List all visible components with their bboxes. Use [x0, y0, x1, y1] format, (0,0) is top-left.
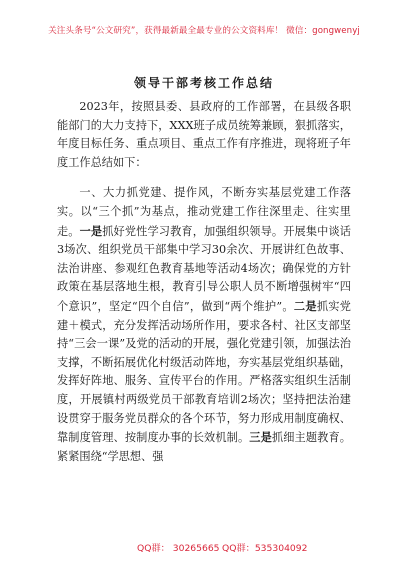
item-marker-second: 二是 [293, 298, 317, 313]
document-title: 领导干部考核工作总结 [133, 76, 274, 90]
paragraph-intro: 2023年，按照县委、县政府的工作部署，在县级各职能部门的大力支持下，XXX班子成员统筹兼顾，狠抓落实，年度目标任务、重点项目、重点工作有序推进，现将班子年度工作总结如下： [57, 100, 351, 169]
paragraph-text-2: 抓好党性学习教育，加强组织领导。开展集中谈话3场次、组织党员干部集中学习30余次、开展讲红色故事、法治讲座、参观红色教育基地等活动4场次；确保党的方针政策在基层落地生根，教育引导公职人员不断增强树牢“四个意识”，坚定“四个自信”，做到“两个维护”。 [57, 224, 351, 313]
item-marker-first: 一是 [79, 223, 103, 238]
paragraph-text-3: 抓实党建＋模式，充分发挥活动场所作用，要求各村、社区支部坚持“三会一课”及党的活动的开展，强化党建引领，加强法治支撑，不断拓展优化村级活动阵地，夯实基层党组织基础，发挥好阵地、服务、宣传平台的作用。严格落实组织生活制度，开展镇村两级党员干部教育培训2场次；坚持把法治建设贯穿于服务党员群众的各个环节，努力形成用制度确权、靠制度管理、按制度办事的长效机制。 [57, 299, 351, 445]
document-body [57, 98, 351, 466]
footer-qq-group-1: QQ群： 30265665 [137, 543, 220, 554]
paragraph-party-building [57, 184, 351, 466]
paragraph-text-1: 一、大力抓党建、提作风，不断夯实基层党建工作落实。以“三个抓”为基点，推动党建工作往深里走、往实里走。 [57, 186, 351, 238]
item-marker-third: 三是 [249, 430, 272, 445]
header-banner: 关注头条号“公文研究”，获得最新最全最专业的公文资料库！ 微信：gongwenyj [48, 26, 360, 36]
paragraph-text-4: 抓细主题教育。紧紧围绕“学思想、强 [57, 431, 351, 463]
footer-qq-group-2: QQ群：535304092 [222, 543, 308, 554]
